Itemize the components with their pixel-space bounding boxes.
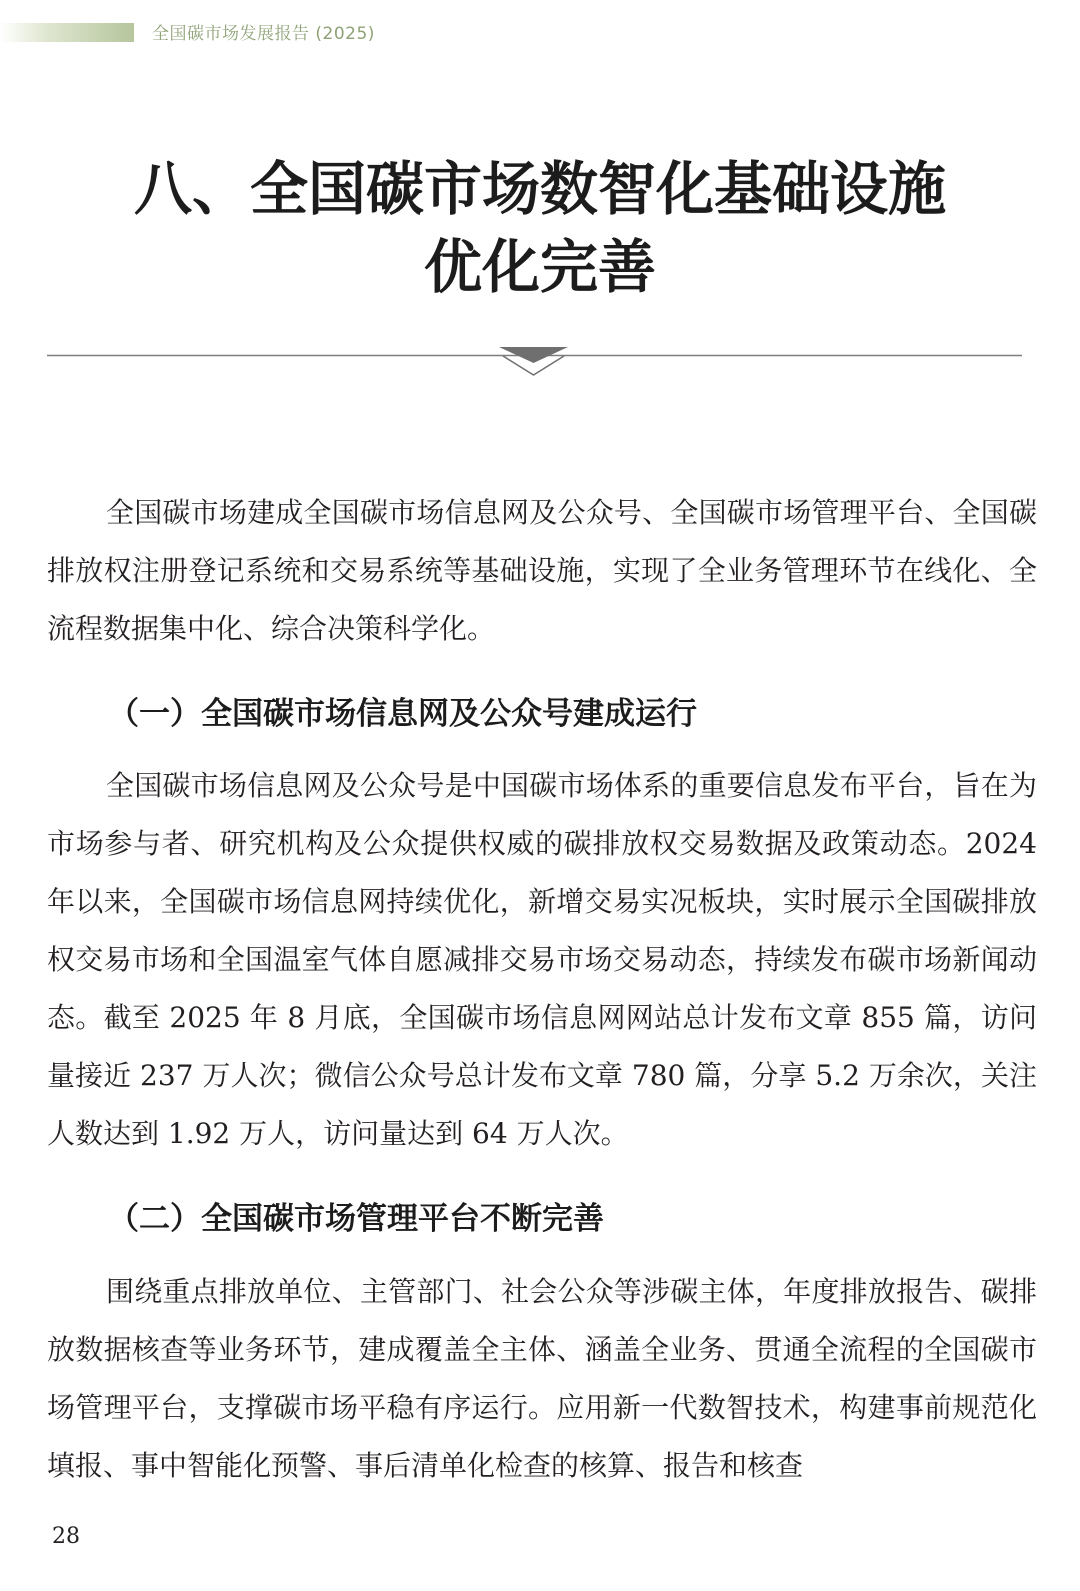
header-accent-bar	[0, 23, 134, 42]
page-number: 28	[52, 1524, 80, 1549]
section-heading-2: （二）全国碳市场管理平台不断完善	[108, 1201, 604, 1237]
chapter-title-line-2: 优化完善	[423, 233, 656, 301]
section-1-paragraph: 全国碳市场信息网及公众号是中国碳市场体系的重要信息发布平台，旨在为市场参与者、研究机构及公众提供权威的碳排放权交易数据及政策动态。2024 年以来，全国碳市场信息网持续优化，新增交易实况板块，实时展示全国碳排放权交易市场和全国温室气体自愿减排交易市场交易动态，持续发布碳市场新闻动态。截至 2025 年 8 月底，全国碳市场信息网网站总计发布文章 855 篇，访问量接近 237 万人次；微信公众号总计发布文章 780 篇，分享 5.2 万余次，关注人数达到 1.92 万人，访问量达到 64 万人次。	[47, 769, 1037, 1150]
intro-paragraph: 全国碳市场建成全国碳市场信息网及公众号、全国碳市场管理平台、全国碳排放权注册登记系统和交易系统等基础设施，实现了全业务管理环节在线化、全流程数据集中化、综合决策科学化。	[47, 496, 1037, 645]
title-divider	[47, 345, 1022, 381]
section-2-paragraph: 围绕重点排放单位、主管部门、社会公众等涉碳主体，年度排放报告、碳排放数据核查等业务环节，建成覆盖全主体、涵盖全业务、贯通全流程的全国碳市场管理平台，支撑碳市场平稳有序运行。应用新一代数智技术，构建事前规范化填报、事中智能化预警、事后清单化检查的核算、报告和核查	[47, 1275, 1037, 1482]
chapter-title	[0, 150, 1080, 306]
section-heading-1: （一）全国碳市场信息网及公众号建成运行	[108, 696, 697, 732]
chapter-title-line-1: 八、全国碳市场数智化基础设施	[133, 155, 946, 223]
running-header: 全国碳市场发展报告 (2025)	[152, 24, 375, 44]
